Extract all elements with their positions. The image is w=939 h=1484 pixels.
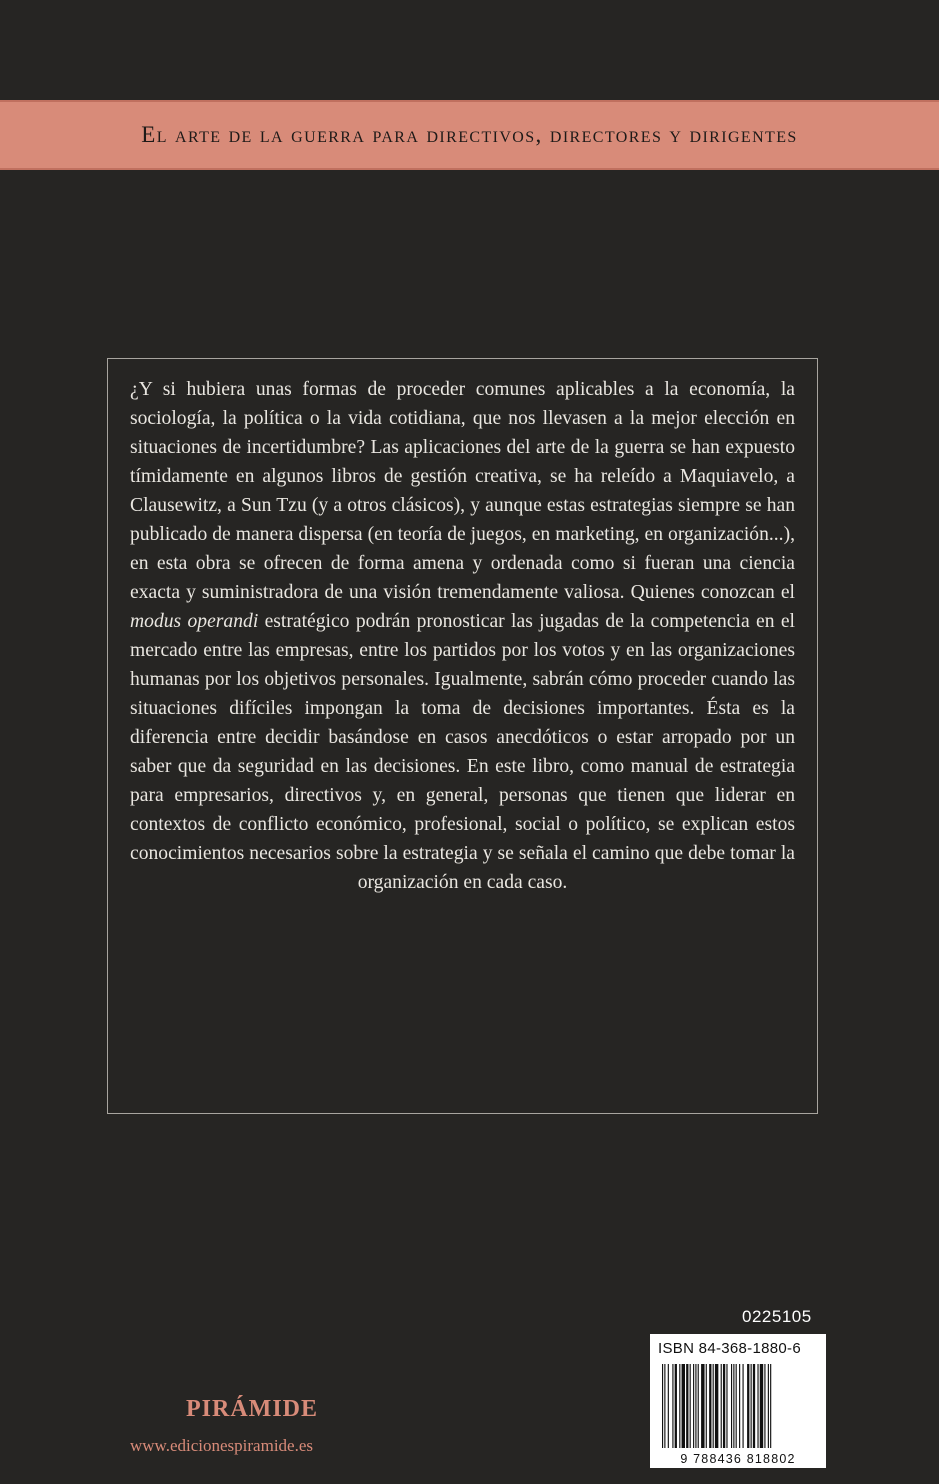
blurb-paragraph xyxy=(130,375,795,897)
series-title: El arte de la guerra para directivos, directores y dirigentes xyxy=(141,122,798,147)
barcode-icon xyxy=(660,1364,816,1452)
barcode-panel xyxy=(650,1334,826,1468)
barcode-digits: 9 788436 818802 xyxy=(680,1452,796,1466)
publisher-website: www.edicionespiramide.es xyxy=(130,1436,314,1455)
blurb-text-part1: ¿Y si hubiera unas formas de proceder comunes aplicables a la economía, la sociología, la política o la vida cotidiana, que nos llevasen a la mejor elección en situaciones de incertidumbre? Las aplicaciones del arte de la guerra se han expuesto tímidamente en algunos libros de gestión creativa, se ha releído a Maquiavelo, a Clausewitz, a Sun Tzu (y a otros clásicos), y aunque estas estrategias siempre se han publicado de manera dispersa (en teoría de juegos, en marketing, en organización...), en esta obra se ofrecen de forma amena y ordenada como si fueran una ciencia exacta y suministradora de una visión tremendamente valiosa. Quienes conozcan el xyxy=(130,379,795,603)
blurb-text-part2: estratégico podrán pronosticar las jugadas de la competencia en el mercado entre las empresas, entre los partidos por los votos y en las organizaciones humanas por los objetivos personales. Igualmente, sabrán cómo proceder cuando las situaciones difíciles impongan la toma de decisiones importantes. Ésta es la diferencia entre decidir basándose en casos anecdóticos o estar arropado por un saber que da seguridad en las decisiones. En este libro, como manual de estrategia para empresarios, directivos y, en general, personas que tienen que liderar en contextos de conflicto económico, profesional, social o político, se explican estos conocimientos necesarios sobre la estrategia y se señala el camino que debe tomar la organización en cada caso. xyxy=(130,611,795,893)
series-title-band xyxy=(0,100,939,170)
isbn-label: ISBN 84-368-1880-6 xyxy=(658,1340,801,1357)
blurb-italic-term: modus operandi xyxy=(130,611,259,632)
catalog-number: 0225105 xyxy=(742,1307,812,1326)
publisher-logo: PIRÁMIDE xyxy=(186,1396,318,1422)
blurb-frame xyxy=(107,358,818,1114)
